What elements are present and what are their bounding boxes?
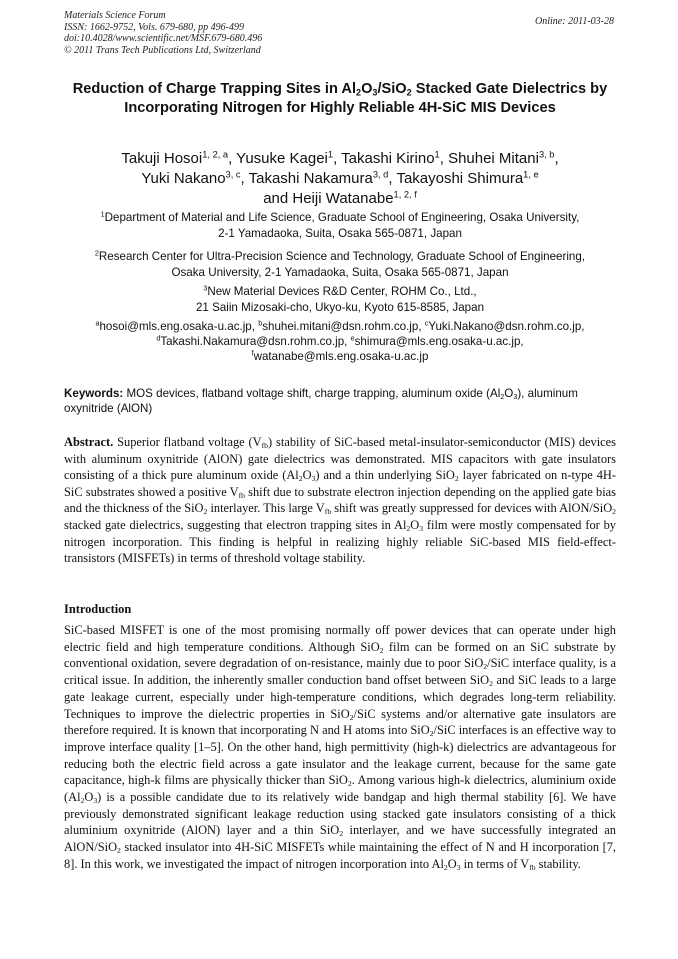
affiliation-text: Department of Material and Life Science, Graduate School of Engineering, Osaka University, [104, 211, 580, 224]
author-sep: , [554, 150, 559, 167]
affiliation-line [64, 284, 616, 300]
subscript: 2 [429, 729, 434, 739]
author-affil-mark: 3, b [538, 149, 555, 160]
subscript: fb [529, 862, 536, 872]
email-address[interactable]: Yuki.Nakano@dsn.rohm.co.jp [428, 320, 582, 333]
abstract-text: film were mostly compensated for by nitrogen incorporation. This finding is helpful in realizing highly reliable SiC-based MIS field-effect-transistors (MISFETs) in terms of threshold voltage stability. [64, 517, 616, 566]
keywords-text: ), aluminum oxynitride (AlON) [64, 387, 578, 415]
email-address[interactable]: watanabe@mls.eng.osaka-u.ac.jp [253, 350, 429, 363]
journal-header [64, 10, 262, 56]
title-part: Reduction of Charge Trapping Sites in Al [72, 81, 357, 97]
subscript: 2 [379, 645, 384, 655]
email-address[interactable]: hosoi@mls.eng.osaka-u.ac.jp [99, 320, 252, 333]
email-key: e [350, 333, 355, 343]
subscript: fb [324, 507, 332, 517]
issn-line: ISSN: 1662-9752, Vols. 679-680, pp 496-499 [64, 21, 244, 33]
author-list [64, 149, 616, 209]
author-sep: , [240, 170, 249, 187]
author-sep: , [388, 170, 397, 187]
subscript: 2 [298, 474, 303, 484]
copyright-line: © 2011 Trans Tech Publications Ltd, Switzerland [64, 44, 261, 56]
abstract-text: Superior flatband voltage (V [113, 435, 262, 449]
email-line [64, 349, 616, 364]
body-text: ) is a possible candidate due to its relatively wide bandgap and high thermal stability [6]. We have previously demonstrated significant leakage reduction using stacked gate insulators consisting of a thick aluminium oxynitride (AlON) layer and a thin SiO [64, 790, 616, 838]
keywords-text: MOS devices, flatband voltage shift, charge trapping, aluminum oxide (Al [123, 387, 501, 400]
keywords-text: O [504, 387, 514, 400]
author-affil-mark: 1, 2, a [202, 149, 229, 160]
body-text: /SiC interfaces is an effective way to improve interface quality [1–5]. On the other hand, high permittivity (high-k) dielectrics are advantageous for reducing both the electric field across a gate insulator and the leakage current, because for the same gate capacitance, high-k films are physically thicker than SiO [64, 723, 616, 788]
author-name: Yusuke Kagei [236, 150, 328, 167]
affiliation-line: 21 Saiin Mizosaki-cho, Ukyo-ku, Kyoto 615-8585, Japan [195, 300, 485, 314]
author-affil-mark: 1 [434, 149, 440, 160]
abstract-text: layer fabricated on n-type 4H-SiC substrates showed a positive V [64, 468, 617, 499]
subscript: 2 [443, 862, 448, 872]
affiliation-text: Research Center for Ultra-Precision Science and Technology, Graduate School of Engineering, [98, 250, 586, 263]
affiliation-line [64, 249, 616, 265]
email-list [64, 319, 616, 364]
body-text: O [447, 856, 457, 871]
title-sub: 2 [356, 87, 362, 98]
affiliation-line: 2-1 Yamadaoka, Suita, Osaka 565-0871, Japan [218, 226, 462, 240]
email-line: $^d$Takashi.Nakamura@dsn.rohm.co.jp, $^e$shimura@mls.eng.osaka-u.ac.jp, [156, 333, 524, 348]
body-text: /SiC interface quality, is a critical issue. In addition, the inherently smaller conduction band offset between SiO [64, 656, 616, 688]
subscript: 2 [117, 846, 121, 856]
abstract-text: ) stability of SiC-based metal-insulator-semiconductor (MIS) devices with aluminum oxynitride (AlON) gate dielectrics was demonstrated. MIS capacitors with gate insulators consisting of a thick pure aluminum oxide (Al [64, 435, 616, 483]
title-sub: 3 [372, 87, 378, 98]
body-text: film can be formed on an SiC substrate by conventional oxidation, severe degradation of on-resistance, mainly due to poor SiO [64, 639, 616, 671]
body-text: stability. [535, 856, 581, 871]
author-sep: , [333, 150, 342, 167]
email-key: a [95, 318, 100, 328]
author-affil-mark: 1, 2, f [393, 189, 417, 200]
title-part: Stacked Gate Dielectrics by Incorporating Nitrogen for Highly Reliable 4H-SiC MIS Devices [124, 81, 608, 116]
author-name: Takashi Nakamura [248, 170, 373, 187]
author-affil-mark: 3, c [225, 169, 241, 180]
subscript: fb [238, 490, 245, 500]
subscript: 3 [456, 862, 461, 872]
abstract [64, 434, 616, 567]
title-sub: 2 [406, 87, 412, 98]
subscript: 2 [406, 523, 411, 533]
email-address[interactable]: Takashi.Nakamura@dsn.rohm.co.jp [160, 335, 345, 348]
author-affil-mark: 1 [327, 149, 334, 160]
subscript: 2 [612, 507, 617, 517]
subscript: 2 [454, 474, 459, 484]
email-key: d [156, 333, 161, 343]
email-key: c [424, 318, 429, 328]
author-line [64, 149, 616, 169]
subscript: 2 [500, 391, 505, 401]
subscript: 2 [483, 662, 488, 672]
introduction-body [64, 622, 616, 873]
title-part: /SiO [377, 81, 407, 97]
affiliation-number: 3 [203, 283, 208, 293]
body-text: stacked insulator into 4H-SiC MISFETs while maintaining the effect of N and H incorporation [7, 8]. In this work, we investigated the impact of nitrogen incorporation into Al [64, 840, 616, 871]
author-affil-mark: 1, e [523, 169, 539, 180]
body-text: . Among various high-k dielectrics, aluminium oxide (Al [64, 773, 616, 805]
abstract-text: shift was greatly suppressed for devices with AlON/SiO [331, 501, 613, 516]
subscript: 3 [513, 391, 518, 401]
affiliation-line: Osaka University, 2-1 Yamadaoka, Suita, Osaka 565-0871, Japan [171, 265, 509, 279]
author-name: and Heiji Watanabe [263, 190, 394, 207]
affiliation-line [64, 210, 616, 226]
email-line: $^a$hosoi@mls.eng.osaka-u.ac.jp, $^b$shuhei.mitani@dsn.rohm.co.jp, $^c$Yuki.Nakano@dsn.rohm.co.jp, [95, 318, 585, 333]
subscript: fb [261, 440, 269, 450]
affiliation [64, 284, 616, 315]
affiliation-number: 2 [94, 248, 99, 258]
journal-name: Materials Science Forum [64, 10, 166, 21]
abstract-text: O [302, 468, 312, 483]
keywords-label: Keywords: [64, 387, 124, 400]
abstract-text: interlayer. This large V [207, 501, 325, 516]
subscript: 2 [339, 829, 344, 839]
subscript: 3 [311, 474, 316, 484]
doi-line: doi:10.4028/www.scientific.net/MSF.679-680.496 [64, 33, 263, 44]
author-name: Takuji Hosoi [121, 150, 203, 167]
subscript: 2 [349, 712, 354, 722]
online-date: Online: 2011-03-28 [535, 16, 614, 27]
author-line [64, 169, 616, 189]
body-text: and SiC leads to a large gate leakage current, especially under high-temperature conditions, which degrades long-term reliability. Techniques to improve the dielectric properties in SiO [64, 673, 616, 721]
subscript: 2 [489, 679, 493, 689]
author-name: Takashi Kirino [341, 150, 435, 167]
subscript: 2 [203, 507, 208, 517]
author-line [64, 189, 616, 209]
email-address[interactable]: shimura@mls.eng.osaka-u.ac.jp [354, 335, 521, 348]
author-affil-mark: 3, d [372, 169, 389, 180]
author-sep: , [228, 150, 237, 167]
email-address[interactable]: shuhei.mitani@dsn.rohm.co.jp [262, 320, 419, 333]
body-text: interlayer, and we have successfully integrated an AlON/SiO [64, 823, 616, 855]
paper-title [64, 80, 616, 118]
author-name: Takayoshi Shimura [396, 170, 524, 187]
author-name: Shuhei Mitani [448, 150, 539, 167]
affiliation-text: New Material Devices R&D Center, ROHM Co., Ltd., [207, 285, 477, 298]
abstract-text: ) and a thin underlying SiO [315, 468, 455, 483]
abstract-text: shift due to substrate electron injection depending on the applied gate bias and the thickness of the SiO [64, 484, 616, 516]
email-key: b [258, 318, 263, 328]
abstract-text: stacked gate dielectrics, suggesting that electron trapping sites in Al [64, 517, 407, 532]
affiliation-number: 1 [100, 209, 105, 219]
abstract-label: Abstract. [64, 435, 114, 449]
body-text: in terms of V [460, 856, 530, 871]
title-part: O [361, 81, 373, 97]
author-name: Yuki Nakano [141, 170, 226, 187]
abstract-text: O [410, 517, 420, 532]
subscript: 3 [93, 795, 98, 805]
subscript: 2 [347, 779, 352, 789]
body-text: /SiC systems and/or alternative gate insulators are therefore required. It is known that incorporating N and H atoms into SiO [64, 706, 616, 738]
keywords [64, 386, 616, 416]
subscript: 2 [80, 795, 85, 805]
author-sep: , [439, 150, 449, 167]
affiliation [64, 249, 616, 280]
body-text: SiC-based MISFET is one of the most promising normally off power devices that can operate under high electric field and high temperature conditions. Although SiO [64, 623, 616, 654]
email-key: f [251, 348, 254, 358]
subscript: 3 [419, 523, 424, 533]
affiliation [64, 210, 616, 241]
body-text: O [84, 790, 94, 805]
section-heading: Introduction [64, 602, 132, 616]
